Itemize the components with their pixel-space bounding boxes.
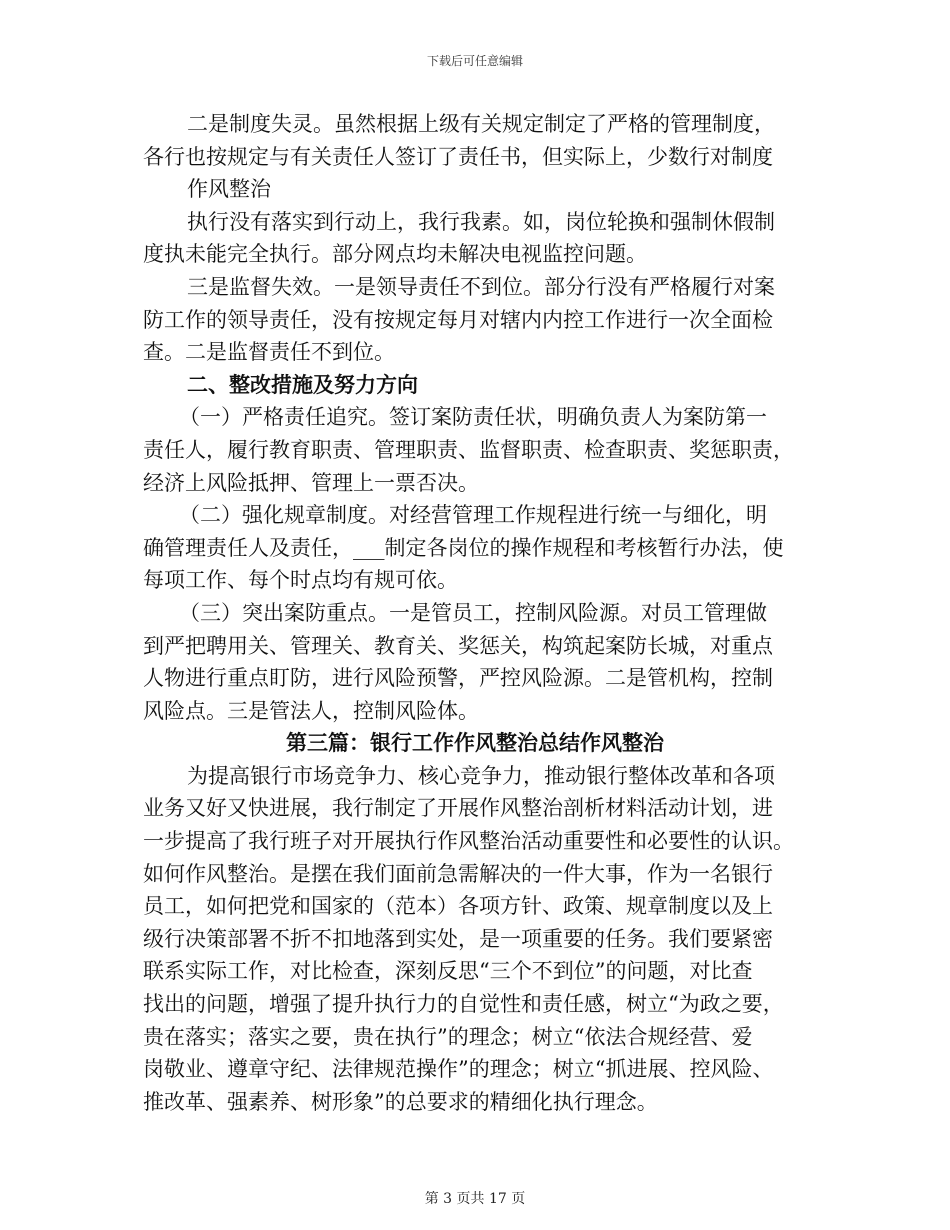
text-line: 三是监督失效。一是领导责任不到位。部分行没有严格履行对案: [187, 274, 775, 299]
text-line: 业务又好又快进展，我行制定了开展作风整治剖析材料活动计划，进: [143, 796, 773, 821]
text-line: 联系实际工作，对比检查，深刻反思“三个不到位”的问题，对比查: [143, 959, 753, 984]
text-line: 责任人，履行教育职责、管理职责、监督职责、检查职责、奖惩职责，: [143, 437, 794, 462]
document-body: [143, 108, 807, 1118]
text-line: 推改革、强素养、树形象”的总要求的精细化执行理念。: [143, 1089, 658, 1114]
text-line: 找出的问题，增强了提升执行力的自觉性和责任感，树立“为政之要，: [143, 992, 784, 1017]
text-line: 防工作的领导责任，没有按规定每月对辖内内控工作进行一次全面检: [143, 307, 773, 332]
text-line: 为提高银行市场竞争力、核心竞争力，推动银行整体改革和各项: [187, 763, 775, 788]
page-footer: 第 3 页共 17 页: [424, 1191, 526, 1207]
text-line: 经济上风险抵押、管理上一票否决。: [143, 470, 479, 495]
text-line: 贵在落实；落实之要，贵在执行”的理念；树立“依法合规经营、爱: [143, 1024, 753, 1049]
text-line: （三）突出案防重点。一是管员工，控制风险源。对员工管理做: [179, 600, 767, 625]
text-line: 每项工作、每个时点均有规可依。: [143, 568, 458, 593]
text-line: 如何作风整治。是摆在我们面前急需解决的一件大事，作为一名银行: [143, 861, 773, 886]
text-line: 度执未能完全执行。部分网点均未解决电视监控问题。: [143, 242, 647, 267]
text-line: 人物进行重点盯防，进行风险预警，严控风险源。二是管机构，控制: [143, 666, 773, 691]
text-line: 二是制度失灵。虽然根据上级有关规定制定了严格的管理制度，: [187, 112, 775, 136]
text-line: 一步提高了我行班子对开展执行作风整治活动重要性和必要性的认识。: [143, 829, 794, 854]
text-line: 执行没有落实到行动上，我行我素。如，岗位轮换和强制休假制: [187, 209, 775, 234]
text-line: 到严把聘用关、管理关、教育关、奖惩关，构筑起案防长城，对重点: [143, 633, 773, 658]
text-line: 作风整治: [187, 177, 271, 202]
text-line: 岗敬业、遵章守纪、法律规范操作”的理念；树立“抓进展、控风险、: [143, 1057, 774, 1082]
section-heading: 第三篇：银行工作作风整治总结作风整治: [286, 730, 664, 756]
text-line: 级行决策部署不折不扣地落到实处，是一项重要的任务。我们要紧密: [143, 926, 773, 951]
text-line: 各行也按规定与有关责任人签订了责任书，但实际上，少数行对制度: [143, 144, 773, 169]
text-line: 风险点。三是管法人，控制风险体。: [143, 698, 479, 723]
text-line: 员工，如何把党和国家的（范本）各项方针、政策、规章制度以及上: [143, 894, 773, 919]
text-line: 查。二是监督责任不到位。: [143, 340, 395, 365]
text-line: （二）强化规章制度。对经营管理工作规程进行统一与细化，明: [179, 503, 767, 528]
text-line: 确管理责任人及责任，___制定各岗位的操作规程和考核暂行办法，使: [143, 535, 784, 560]
page-header: 下载后可任意编辑: [426, 54, 523, 68]
section-heading: 二、整改措施及努力方向: [187, 371, 418, 397]
text-line: （一）严格责任追究。签订案防责任状，明确负责人为案防第一: [179, 405, 767, 430]
